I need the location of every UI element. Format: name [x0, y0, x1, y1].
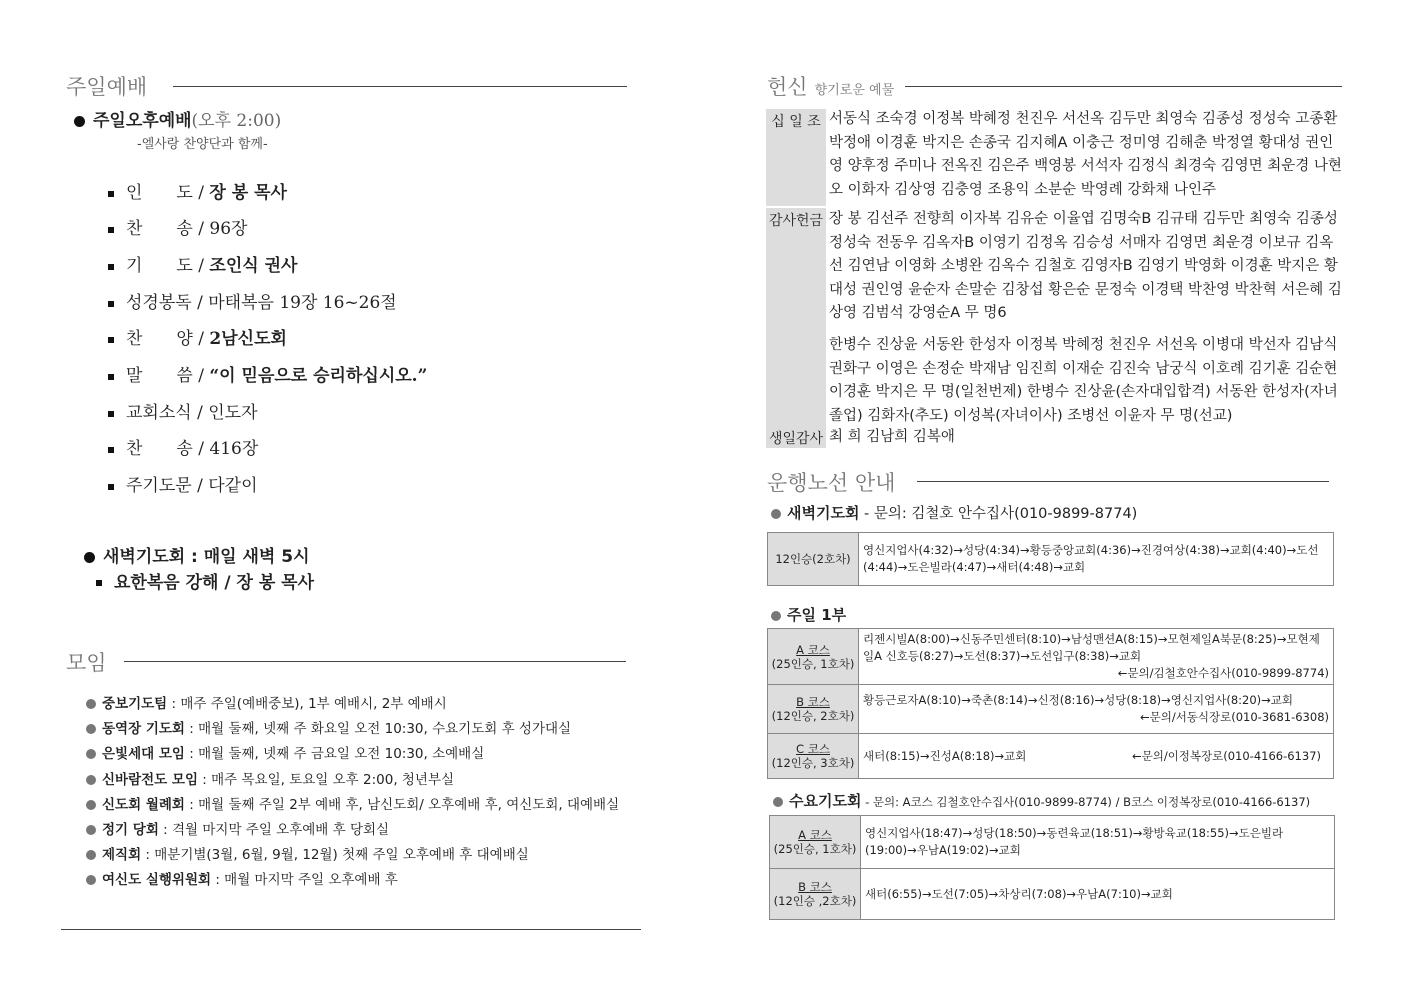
meeting-item	[86, 793, 619, 813]
offering-subtitle: 향기로운 예물	[814, 83, 895, 98]
order-value: 2남신도회	[209, 329, 287, 349]
separator: /	[192, 329, 210, 349]
square-bullet-icon	[108, 337, 114, 343]
dawn-prayer-text: 새벽기도회 : 매일 새벽 5시	[103, 547, 310, 567]
meetings-title: 모임	[66, 651, 107, 675]
route-cell	[859, 685, 1334, 734]
bullet-icon	[771, 509, 781, 519]
meeting-item	[86, 768, 454, 788]
bullet-icon	[773, 797, 783, 807]
thanks-label: 감사헌금	[766, 208, 826, 432]
dawn-sub	[96, 568, 314, 593]
course-name: B 코스	[798, 880, 832, 894]
order-item	[108, 361, 427, 386]
order-label: 기 도	[126, 256, 193, 276]
meeting-name: 신도회 월례회	[102, 796, 185, 813]
course-name: A 코스	[798, 828, 832, 842]
square-bullet-icon	[108, 374, 114, 380]
bullet-icon	[84, 552, 95, 563]
wednesday-contact: - 문의: A코스 김철호안수집사(010-9899-8774) / B코스 이정복장로(010-4166-6137)	[861, 795, 1311, 809]
divider	[917, 481, 1329, 482]
meeting-name: 제직회	[102, 847, 142, 864]
order-value: 인도자	[208, 403, 258, 423]
table-row	[770, 869, 1335, 920]
square-bullet-icon	[108, 227, 114, 233]
sunday1-name: 주일 1부	[787, 606, 847, 624]
order-item	[108, 214, 247, 239]
thanks-names: 장 봉 김선주 전향희 이자복 김유순 이율엽 김명숙B 김규태 김두만 최영숙 김종성 정성숙 전동우 김옥자B 이영기 김정옥 김승성 서매자 김영면 최운경 이보규 김옥선 김연남 이영화 소병완 김옥수 김철호 김영자B 김영기 박영화 이경훈 박지은 황대성 권인영 윤순자 손말순 김창섭 황은순 문정숙 이경택 박찬영 박찬혁 서은혜 김상영 김범석 강영순A 무 명6	[829, 211, 1342, 321]
bullet-icon	[86, 749, 96, 759]
divider	[124, 661, 626, 662]
divider	[173, 86, 627, 87]
square-bullet-icon	[108, 191, 114, 197]
divider	[905, 86, 1342, 87]
meeting-desc: : 매월 둘째 주일 2부 예배 후, 남신도회/ 오후예배 후, 여신도회, 대예배실	[184, 796, 620, 813]
meeting-desc: : 매월 둘째, 넷째 주 화요일 오전 10:30, 수요기도회 후 성가대실	[184, 721, 572, 738]
table-row	[768, 629, 1334, 685]
order-value: 416장	[209, 439, 259, 459]
bullet-icon	[86, 875, 96, 885]
meeting-item	[86, 868, 398, 888]
offering-heading	[767, 71, 894, 101]
wednesday-name: 수요기도회	[789, 792, 862, 810]
order-value: 장 봉 목사	[209, 183, 287, 203]
route-label	[768, 629, 859, 685]
separator: /	[192, 366, 210, 386]
separator: /	[191, 476, 209, 496]
wednesday-heading	[773, 790, 1310, 811]
route-cell	[859, 629, 1334, 685]
dawn-route-table	[767, 532, 1334, 586]
order-item	[108, 288, 397, 313]
meeting-name: 중보기도팀	[102, 696, 168, 712]
square-bullet-icon	[108, 264, 114, 270]
square-bullet-icon	[108, 484, 114, 490]
separator: /	[192, 219, 210, 239]
course-name: B 코스	[796, 695, 830, 709]
order-value: 조인식 권사	[209, 256, 298, 276]
route-cell	[859, 734, 1334, 779]
order-label: 찬 송	[126, 219, 193, 239]
meeting-desc: : 매월 마지막 주일 오후예배 후	[211, 872, 398, 889]
route-label	[768, 685, 859, 734]
meeting-item	[86, 843, 529, 863]
service-name: 주일오후예배	[93, 111, 192, 131]
route-text: 리젠시빌A(8:00)→신동주민센터(8:10)→남성맨션A(8:15)→모현제일A북문(8:25)→모현제일A 신호등(8:27)→도선(8:37)→도선입구(8:38)→교회	[863, 632, 1320, 663]
order-item	[108, 471, 258, 496]
meeting-item	[86, 717, 571, 737]
order-label: 말 씀	[126, 366, 193, 386]
order-label: 주기도문	[126, 476, 192, 496]
dawn-route-heading	[771, 502, 1137, 523]
order-label: 성경봉독	[126, 293, 192, 313]
order-label: 교회소식	[126, 403, 192, 423]
course-vehicle: (25인승, 1호차)	[771, 656, 855, 671]
course-name: C 코스	[796, 742, 830, 756]
course-vehicle: (12인승 ,2호차)	[773, 894, 857, 908]
meeting-item	[86, 692, 447, 712]
meeting-desc: : 매월 둘째, 넷째 주 금요일 오전 10:30, 소예배실	[184, 746, 485, 763]
meeting-desc: : 매주 주일(예배중보), 1부 예배시, 2부 예배시	[167, 696, 447, 712]
route-label: 12인승(2호차)	[768, 533, 859, 586]
route-label	[770, 816, 861, 869]
meeting-name: 여신도 실행위원회	[102, 872, 212, 889]
dawn-route-contact: - 문의: 김철호 안수집사(010-9899-8774)	[859, 506, 1138, 522]
order-value: 다같이	[208, 476, 258, 496]
order-item	[108, 324, 287, 349]
route-label	[770, 869, 861, 920]
birthday-names: 최 희 김남희 김복애	[829, 429, 955, 445]
square-bullet-icon	[108, 301, 114, 307]
bullet-icon	[86, 850, 96, 860]
order-label: 찬 송	[126, 439, 193, 459]
meeting-desc: : 매주 목요일, 토요일 오후 2:00, 청년부실	[198, 771, 455, 788]
sunday1-table	[767, 628, 1334, 779]
offering-title: 헌신	[767, 75, 808, 99]
separator: /	[191, 293, 209, 313]
route-text: 새터(8:15)→진성A(8:18)→교회	[863, 748, 1027, 763]
route-contact: ←문의/김철호안수집사(010-9899-8774)	[1117, 666, 1329, 680]
meeting-desc: : 격월 마지막 주일 오후예배 후 당회실	[158, 822, 390, 838]
wednesday-table	[769, 815, 1335, 920]
bullet-icon	[86, 699, 96, 709]
order-label: 찬 양	[126, 329, 193, 349]
meeting-desc: : 매분기별(3월, 6월, 9월, 12월) 첫째 주일 오후예배 후 대예배실	[141, 847, 529, 864]
service-subtitle: -엘사랑 찬양단과 함께-	[137, 137, 268, 152]
dawn-route-name: 새벽기도회	[787, 504, 860, 522]
course-vehicle: (12인승, 2호차)	[771, 709, 855, 723]
bullet-icon	[86, 775, 96, 785]
separator: /	[191, 403, 209, 423]
course-vehicle: (12인승, 3호차)	[771, 756, 855, 770]
table-row	[770, 816, 1335, 869]
bullet-icon	[74, 116, 85, 127]
route-text: 영신지업사(4:32)→성당(4:34)→황등중앙교회(4:36)→진경여상(4:38)→교회(4:40)→도선(4:44)→도은빌라(4:47)→새터(4:48)→교회	[859, 533, 1334, 586]
service-time: (오후 2:00)	[191, 111, 282, 131]
table-row	[768, 533, 1334, 586]
bullet-icon	[86, 724, 96, 734]
route-contact: ←문의/이정복장로(010-4166-6137)	[1131, 748, 1321, 763]
order-item	[108, 434, 258, 459]
table-row	[768, 734, 1334, 779]
order-value: 마태복음 19장 16~26절	[208, 293, 397, 313]
order-value: 96장	[209, 219, 248, 239]
separator: /	[192, 183, 210, 203]
course-vehicle: (25인승, 1호차)	[773, 842, 857, 856]
meeting-item	[86, 742, 484, 762]
thanks-names-2: 한병수 진상윤 서동완 한성자 이정복 박혜정 천진우 서선옥 이병대 박선자 김남식 권화구 이영은 손정순 박재남 임진희 이재순 김진숙 남궁식 이호례 김기훈 김순현 이경훈 박지은 무 명(일천번제) 한병수 진상윤(손자대입합격) 서동완 한성자(자녀졸업) 김화자(추도) 이성복(자녀이사) 조병선 이윤자 무 명(선교)	[829, 337, 1338, 424]
meeting-name: 정기 당회	[102, 822, 159, 838]
order-value: “이 믿음으로 승리하십시오.”	[209, 366, 428, 386]
order-item	[108, 178, 287, 203]
square-bullet-icon	[96, 580, 102, 586]
square-bullet-icon	[108, 447, 114, 453]
order-item	[108, 251, 297, 276]
order-item	[108, 398, 258, 423]
service-heading	[74, 106, 281, 131]
tithe-label: 십 일 조	[766, 109, 826, 206]
meeting-item	[86, 818, 389, 838]
table-row	[768, 685, 1334, 734]
route-text: 황등근로자A(8:10)→죽촌(8:14)→신정(8:16)→성당(8:18)→영신지업사(8:20)→교회	[863, 693, 1293, 707]
worship-title: 주일예배	[66, 75, 148, 99]
route-text: 영신지업사(18:47)→성당(18:50)→동련육교(18:51)→황방육교(18:55)→도은빌라(19:00)→우남A(19:02)→교회	[861, 816, 1335, 869]
birthday-label: 생일감사	[766, 428, 826, 448]
meeting-name: 동역장 기도회	[102, 721, 185, 738]
meeting-name: 은빛세대 모임	[102, 746, 185, 763]
routes-title: 운행노선 안내	[767, 471, 896, 495]
route-label	[768, 734, 859, 779]
separator: /	[192, 439, 210, 459]
route-text: 새터(6:55)→도선(7:05)→차상리(7:08)→우남A(7:10)→교회	[861, 869, 1335, 920]
separator: /	[192, 256, 210, 276]
course-name: A 코스	[796, 642, 830, 657]
bullet-icon	[86, 800, 96, 810]
tithe-names: 서동식 조숙경 이정복 박혜정 천진우 서선옥 김두만 최영숙 김종성 정성숙 고종환 박정애 이경훈 박지은 손종국 김지혜A 이충근 정미영 김해춘 박정열 황대성 권인영 양후정 주미나 전옥진 김은주 백영봉 서석자 김정식 최경숙 김영면 최운경 나현오 이화자 김상영 김충영 조용익 소분순 박영례 강화채 나인주	[829, 111, 1342, 198]
order-label: 인 도	[126, 183, 193, 203]
square-bullet-icon	[108, 411, 114, 417]
bullet-icon	[771, 611, 781, 621]
dawn-sub-text: 요한복음 강해 / 장 봉 목사	[114, 573, 315, 593]
bullet-icon	[86, 825, 96, 835]
route-contact: ←문의/서동식장로(010-3681-6308)	[1139, 710, 1329, 724]
footer-divider	[61, 929, 641, 930]
meeting-name: 신바람전도 모임	[102, 771, 198, 788]
dawn-prayer	[84, 542, 310, 567]
sunday1-heading	[771, 604, 846, 625]
